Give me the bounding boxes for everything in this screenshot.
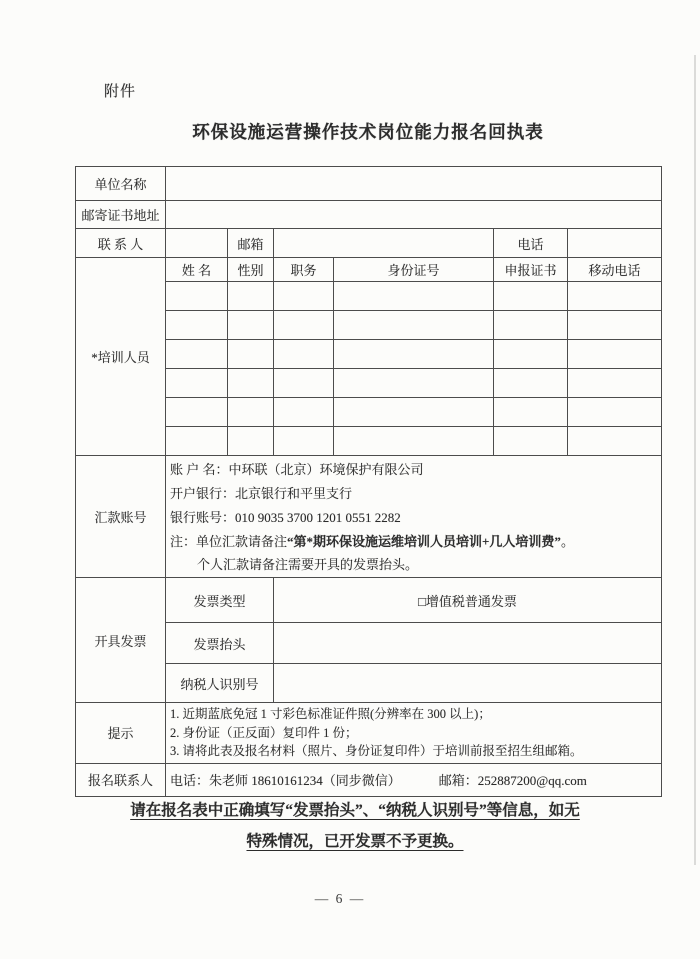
col-header-position: 职务 bbox=[274, 258, 334, 282]
contact-label: 联 系 人 bbox=[76, 229, 166, 258]
contact-email-input-cell bbox=[274, 229, 494, 258]
trainee-cell bbox=[274, 282, 334, 311]
remittance-account-name: 账 户 名：中环联（北京）环境保护有限公司 bbox=[170, 462, 424, 477]
invoice-label: 开具发票 bbox=[76, 578, 166, 703]
remittance-note-line1: 注：单位汇款请备注“第*期环保设施运维培训人员培训+几人培训费”。 bbox=[170, 534, 574, 549]
remittance-details bbox=[166, 456, 662, 578]
remittance-bank: 开户银行：北京银行和平里支行 bbox=[170, 486, 353, 501]
trainee-cell bbox=[274, 398, 334, 427]
tax-id-input-cell bbox=[274, 664, 662, 703]
row-invoice-type bbox=[76, 578, 662, 623]
registration-contact-label: 报名联系人 bbox=[76, 763, 166, 796]
trainee-cell bbox=[166, 340, 228, 369]
contact-phone-input-cell bbox=[568, 229, 662, 258]
trainee-cell bbox=[494, 398, 568, 427]
tips-content bbox=[166, 703, 662, 764]
col-header-certificate: 申报证书 bbox=[494, 258, 568, 282]
trainee-cell bbox=[334, 427, 494, 456]
unit-name-input-cell bbox=[166, 167, 662, 201]
trainee-cell bbox=[274, 311, 334, 340]
remittance-note-bold: “第*期环保设施运维培训人员培训+几人培训费” bbox=[287, 534, 561, 549]
invoice-type-label: 发票类型 bbox=[166, 578, 274, 623]
tips-line-3: 3. 请将此表及报名材料（照片、身份证复印件）于培训前报至招生组邮箱。 bbox=[170, 744, 583, 758]
trainee-cell bbox=[568, 398, 662, 427]
trainee-cell bbox=[334, 340, 494, 369]
trainee-cell bbox=[166, 398, 228, 427]
trainee-cell bbox=[334, 311, 494, 340]
trainee-cell bbox=[166, 427, 228, 456]
contact-email-label: 邮箱 bbox=[228, 229, 274, 258]
trainees-label: *培训人员 bbox=[76, 258, 166, 456]
contact-phone-label: 电话 bbox=[494, 229, 568, 258]
trainee-cell bbox=[274, 369, 334, 398]
tips-line-1: 1. 近期蓝底免冠 1 寸彩色标准证件照(分辨率在 300 以上)； bbox=[170, 707, 491, 721]
trainee-cell bbox=[334, 369, 494, 398]
row-remittance bbox=[76, 456, 662, 578]
footer-note-line2: 特殊情况，已开发票不予更换。 bbox=[246, 833, 464, 850]
trainee-cell bbox=[166, 369, 228, 398]
row-registration-contact bbox=[76, 763, 662, 796]
remittance-note-line2: 个人汇款请备注需要开具的发票抬头。 bbox=[197, 557, 419, 572]
invoice-title-label: 发票抬头 bbox=[166, 623, 274, 664]
row-mailing-address bbox=[76, 201, 662, 229]
col-header-mobile: 移动电话 bbox=[568, 258, 662, 282]
trainee-cell bbox=[494, 282, 568, 311]
col-header-gender: 性别 bbox=[228, 258, 274, 282]
registration-contact-email: 邮箱：252887200@qq.com bbox=[438, 773, 587, 788]
footer-note bbox=[70, 795, 640, 857]
col-header-name: 姓 名 bbox=[166, 258, 228, 282]
registration-contact-phone: 电话：朱老师 18610161234（同步微信） bbox=[170, 773, 401, 788]
trainee-cell bbox=[494, 427, 568, 456]
remittance-account-number: 银行账号：010 9035 3700 1201 0551 2282 bbox=[170, 510, 401, 525]
row-contact bbox=[76, 229, 662, 258]
trainee-cell bbox=[334, 398, 494, 427]
mailing-address-input-cell bbox=[166, 201, 662, 229]
tips-line-2: 2. 身份证（正反面）复印件 1 份； bbox=[170, 725, 358, 740]
trainee-cell bbox=[494, 369, 568, 398]
trainee-cell bbox=[568, 369, 662, 398]
contact-name-input-cell bbox=[166, 229, 228, 258]
trainee-cell bbox=[166, 282, 228, 311]
tax-id-label: 纳税人识别号 bbox=[166, 664, 274, 703]
page-title: 环保设施运营操作技术岗位能力报名回执表 bbox=[192, 122, 544, 142]
trainee-cell bbox=[568, 311, 662, 340]
trainee-cell bbox=[494, 340, 568, 369]
trainee-cell bbox=[228, 427, 274, 456]
tips-label: 提示 bbox=[76, 703, 166, 764]
row-trainee-header bbox=[76, 258, 662, 282]
trainee-cell bbox=[568, 340, 662, 369]
trainee-cell bbox=[228, 282, 274, 311]
trainee-cell bbox=[228, 311, 274, 340]
trainee-cell bbox=[274, 340, 334, 369]
trainee-cell bbox=[334, 282, 494, 311]
col-header-id-number: 身份证号 bbox=[334, 258, 494, 282]
invoice-title-input-cell bbox=[274, 623, 662, 664]
unit-name-label: 单位名称 bbox=[76, 167, 166, 201]
trainee-cell bbox=[166, 311, 228, 340]
trainee-cell bbox=[228, 340, 274, 369]
registration-contact-info bbox=[166, 763, 662, 796]
trainee-cell bbox=[494, 311, 568, 340]
trainee-cell bbox=[274, 427, 334, 456]
registration-form-table bbox=[75, 166, 662, 797]
invoice-type-checkbox-option: □增值税普通发票 bbox=[274, 578, 662, 623]
row-tips bbox=[76, 703, 662, 764]
page-number: — 6 — bbox=[314, 891, 366, 906]
remittance-label: 汇款账号 bbox=[76, 456, 166, 578]
trainee-cell bbox=[228, 398, 274, 427]
scan-edge-shadow bbox=[694, 55, 696, 865]
mailing-address-label: 邮寄证书地址 bbox=[76, 201, 166, 229]
trainee-cell bbox=[228, 369, 274, 398]
trainee-cell bbox=[568, 282, 662, 311]
trainee-cell bbox=[568, 427, 662, 456]
attachment-label: 附件 bbox=[104, 84, 137, 100]
footer-note-line1: 请在报名表中正确填写“发票抬头”、“纳税人识别号”等信息，如无 bbox=[130, 802, 580, 819]
row-unit-name bbox=[76, 167, 662, 201]
